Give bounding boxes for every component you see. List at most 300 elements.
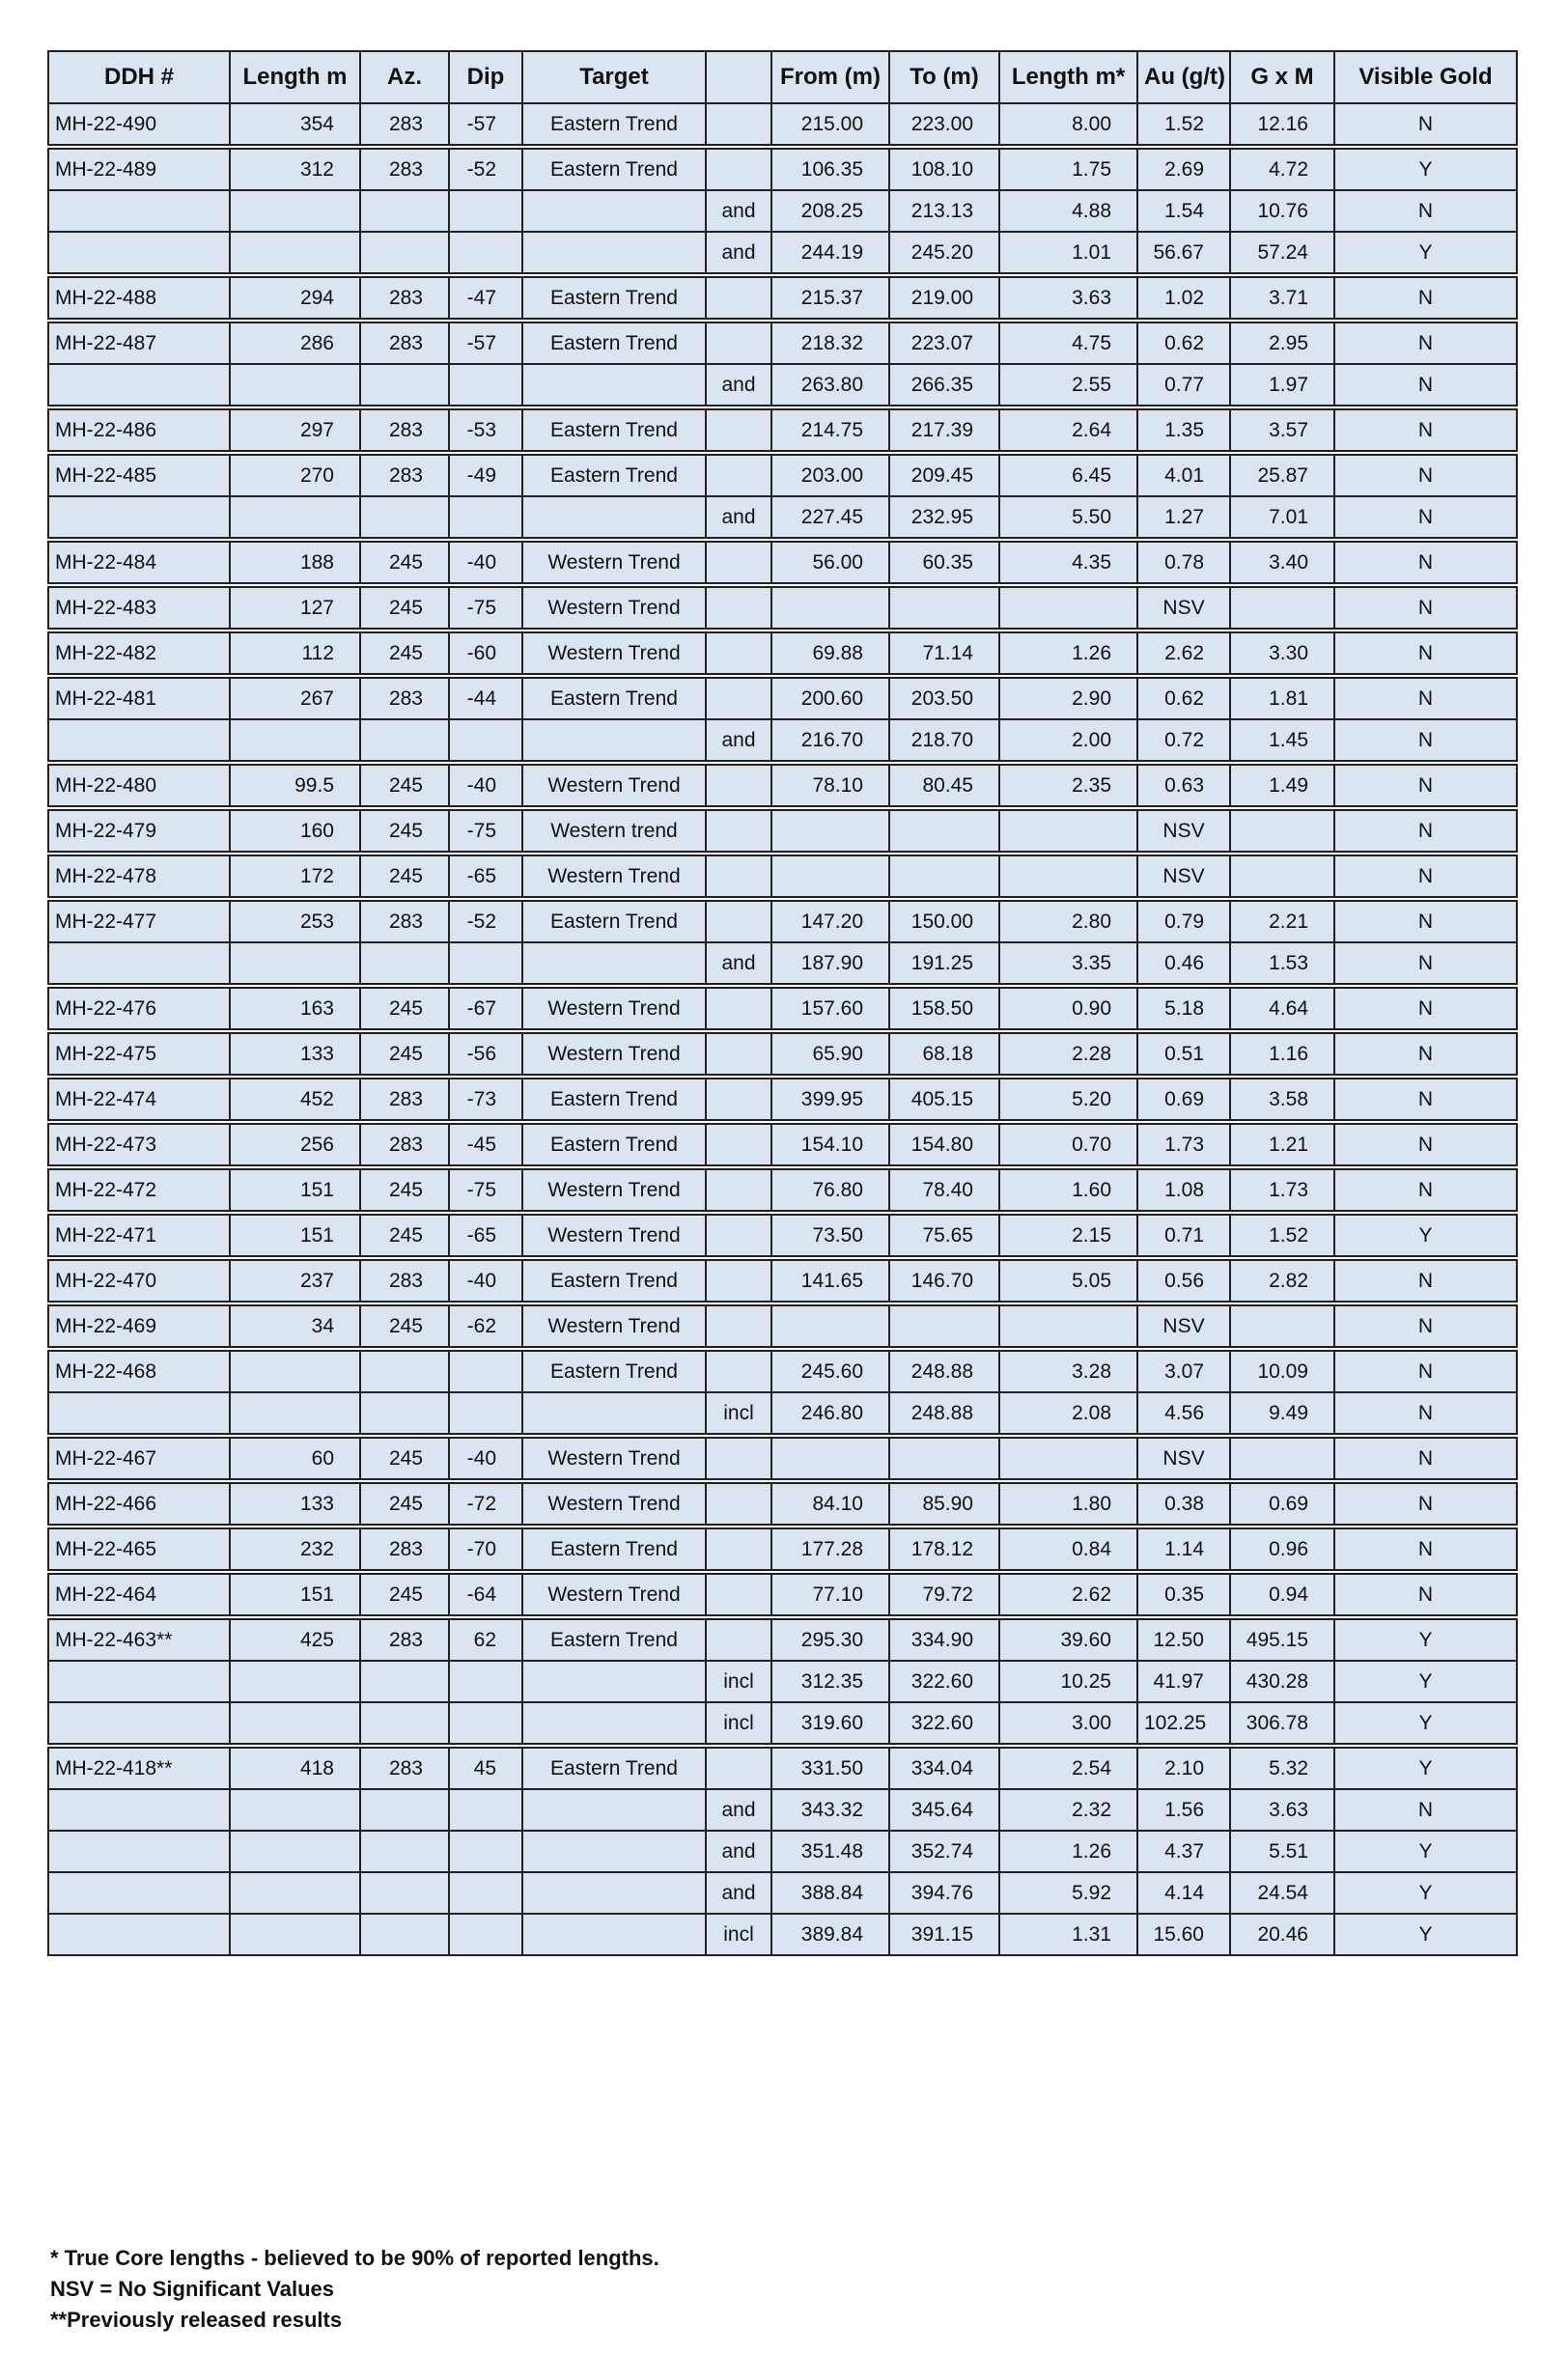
length-cell: 270 <box>230 453 360 496</box>
az-cell <box>360 1349 449 1392</box>
target-cell <box>522 232 706 275</box>
length-cell <box>230 942 360 986</box>
table-row <box>48 275 1517 321</box>
qualifier-cell <box>706 103 771 147</box>
table-row <box>48 942 1517 986</box>
gxm-cell: 24.54 <box>1230 1872 1334 1914</box>
target-cell: Western Trend <box>522 1213 706 1258</box>
target-cell: Eastern Trend <box>522 1258 706 1303</box>
au-cell: 1.56 <box>1137 1789 1230 1831</box>
ddh-cell: MH-22-476 <box>48 986 230 1031</box>
length-cell: 237 <box>230 1258 360 1303</box>
visible-gold-cell: N <box>1334 719 1517 763</box>
au-cell: 4.01 <box>1137 453 1230 496</box>
true-length-cell: 2.90 <box>999 676 1137 719</box>
ddh-cell: MH-22-470 <box>48 1258 230 1303</box>
au-cell: 0.46 <box>1137 942 1230 986</box>
gxm-cell: 1.73 <box>1230 1167 1334 1213</box>
dip-cell: -45 <box>449 1122 522 1167</box>
table-row <box>48 1392 1517 1436</box>
qualifier-cell: incl <box>706 1914 771 1955</box>
length-cell <box>230 364 360 407</box>
az-cell: 245 <box>360 540 449 585</box>
visible-gold-cell: N <box>1334 190 1517 232</box>
ddh-cell: MH-22-463** <box>48 1617 230 1661</box>
length-cell: 267 <box>230 676 360 719</box>
table-row <box>48 1213 1517 1258</box>
az-cell: 283 <box>360 1077 449 1122</box>
table-row <box>48 103 1517 147</box>
dip-cell <box>449 1661 522 1702</box>
header-au: Au (g/t) <box>1137 51 1230 103</box>
az-cell: 245 <box>360 1167 449 1213</box>
dip-cell <box>449 496 522 540</box>
az-cell <box>360 1872 449 1914</box>
length-cell: 99.5 <box>230 763 360 808</box>
dip-cell: -72 <box>449 1481 522 1527</box>
gxm-cell: 2.95 <box>1230 321 1334 364</box>
ddh-cell <box>48 1702 230 1746</box>
true-length-cell: 0.90 <box>999 986 1137 1031</box>
visible-gold-cell: N <box>1334 1303 1517 1349</box>
table-row <box>48 453 1517 496</box>
gxm-cell: 3.57 <box>1230 407 1334 453</box>
qualifier-cell <box>706 407 771 453</box>
gxm-cell: 1.53 <box>1230 942 1334 986</box>
az-cell: 245 <box>360 986 449 1031</box>
true-length-cell: 2.35 <box>999 763 1137 808</box>
true-length-cell: 2.28 <box>999 1031 1137 1077</box>
qualifier-cell <box>706 1122 771 1167</box>
ddh-cell <box>48 190 230 232</box>
dip-cell: -73 <box>449 1077 522 1122</box>
true-length-cell: 1.26 <box>999 631 1137 676</box>
to-cell <box>889 1303 999 1349</box>
length-cell: 60 <box>230 1436 360 1481</box>
ddh-cell: MH-22-418** <box>48 1746 230 1789</box>
from-cell: 177.28 <box>771 1527 889 1572</box>
table-row <box>48 1481 1517 1527</box>
length-cell <box>230 496 360 540</box>
az-cell: 283 <box>360 676 449 719</box>
au-cell: 1.73 <box>1137 1122 1230 1167</box>
gxm-cell: 20.46 <box>1230 1914 1334 1955</box>
target-cell: Western Trend <box>522 1481 706 1527</box>
header-from: From (m) <box>771 51 889 103</box>
length-cell: 127 <box>230 585 360 631</box>
ddh-cell <box>48 496 230 540</box>
qualifier-cell: and <box>706 232 771 275</box>
from-cell <box>771 585 889 631</box>
length-cell <box>230 1392 360 1436</box>
au-cell: 0.35 <box>1137 1572 1230 1617</box>
au-cell: 1.54 <box>1137 190 1230 232</box>
qualifier-cell: and <box>706 719 771 763</box>
to-cell: 345.64 <box>889 1789 999 1831</box>
visible-gold-cell: N <box>1334 407 1517 453</box>
dip-cell: -67 <box>449 986 522 1031</box>
target-cell: Eastern Trend <box>522 1527 706 1572</box>
visible-gold-cell: N <box>1334 1258 1517 1303</box>
qualifier-cell: and <box>706 190 771 232</box>
target-cell: Eastern Trend <box>522 147 706 190</box>
true-length-cell: 8.00 <box>999 103 1137 147</box>
table-row <box>48 1831 1517 1872</box>
length-cell <box>230 1702 360 1746</box>
au-cell: NSV <box>1137 1303 1230 1349</box>
gxm-cell: 10.09 <box>1230 1349 1334 1392</box>
table-row <box>48 899 1517 942</box>
au-cell: 4.37 <box>1137 1831 1230 1872</box>
dip-cell: -75 <box>449 585 522 631</box>
true-length-cell: 4.88 <box>999 190 1137 232</box>
au-cell: 0.78 <box>1137 540 1230 585</box>
qualifier-cell: and <box>706 1831 771 1872</box>
from-cell: 351.48 <box>771 1831 889 1872</box>
dip-cell <box>449 1831 522 1872</box>
az-cell: 283 <box>360 275 449 321</box>
from-cell: 56.00 <box>771 540 889 585</box>
true-length-cell: 4.35 <box>999 540 1137 585</box>
from-cell: 77.10 <box>771 1572 889 1617</box>
from-cell: 399.95 <box>771 1077 889 1122</box>
dip-cell <box>449 1872 522 1914</box>
dip-cell: -56 <box>449 1031 522 1077</box>
target-cell: Western Trend <box>522 1436 706 1481</box>
to-cell: 218.70 <box>889 719 999 763</box>
qualifier-cell <box>706 1527 771 1572</box>
from-cell: 319.60 <box>771 1702 889 1746</box>
table-row <box>48 1258 1517 1303</box>
true-length-cell: 1.75 <box>999 147 1137 190</box>
gxm-cell: 25.87 <box>1230 453 1334 496</box>
gxm-cell: 1.97 <box>1230 364 1334 407</box>
visible-gold-cell: N <box>1334 899 1517 942</box>
target-cell: Eastern Trend <box>522 275 706 321</box>
from-cell: 208.25 <box>771 190 889 232</box>
gxm-cell: 1.52 <box>1230 1213 1334 1258</box>
au-cell: 1.27 <box>1137 496 1230 540</box>
length-cell: 232 <box>230 1527 360 1572</box>
from-cell: 147.20 <box>771 899 889 942</box>
qualifier-cell <box>706 540 771 585</box>
length-cell <box>230 1872 360 1914</box>
ddh-cell: MH-22-483 <box>48 585 230 631</box>
from-cell: 69.88 <box>771 631 889 676</box>
dip-cell <box>449 1914 522 1955</box>
target-cell: Western Trend <box>522 986 706 1031</box>
dip-cell: 45 <box>449 1746 522 1789</box>
target-cell <box>522 364 706 407</box>
target-cell: Eastern Trend <box>522 899 706 942</box>
to-cell: 60.35 <box>889 540 999 585</box>
table-row <box>48 986 1517 1031</box>
qualifier-cell: and <box>706 496 771 540</box>
to-cell: 334.90 <box>889 1617 999 1661</box>
table-body <box>48 103 1517 1955</box>
dip-cell <box>449 1392 522 1436</box>
header-gxm: G x M <box>1230 51 1334 103</box>
visible-gold-cell: Y <box>1334 1872 1517 1914</box>
true-length-cell: 3.28 <box>999 1349 1137 1392</box>
footnotes <box>50 2243 659 2336</box>
au-cell: 0.56 <box>1137 1258 1230 1303</box>
qualifier-cell <box>706 453 771 496</box>
true-length-cell <box>999 808 1137 854</box>
target-cell: Eastern Trend <box>522 103 706 147</box>
qualifier-cell <box>706 1258 771 1303</box>
qualifier-cell <box>706 1746 771 1789</box>
qualifier-cell <box>706 1572 771 1617</box>
true-length-cell: 0.84 <box>999 1527 1137 1572</box>
dip-cell <box>449 1349 522 1392</box>
table-row <box>48 631 1517 676</box>
length-cell: 151 <box>230 1572 360 1617</box>
length-cell: 151 <box>230 1213 360 1258</box>
gxm-cell: 2.21 <box>1230 899 1334 942</box>
table-row <box>48 1527 1517 1572</box>
visible-gold-cell: N <box>1334 1789 1517 1831</box>
visible-gold-cell: N <box>1334 1572 1517 1617</box>
to-cell: 245.20 <box>889 232 999 275</box>
au-cell: 56.67 <box>1137 232 1230 275</box>
gxm-cell <box>1230 1436 1334 1481</box>
from-cell: 106.35 <box>771 147 889 190</box>
ddh-cell <box>48 1831 230 1872</box>
target-cell: Western Trend <box>522 1572 706 1617</box>
from-cell: 245.60 <box>771 1349 889 1392</box>
az-cell: 245 <box>360 1481 449 1527</box>
true-length-cell: 2.08 <box>999 1392 1137 1436</box>
to-cell: 223.07 <box>889 321 999 364</box>
true-length-cell: 39.60 <box>999 1617 1137 1661</box>
az-cell <box>360 719 449 763</box>
length-cell <box>230 190 360 232</box>
table-row <box>48 321 1517 364</box>
au-cell: 0.72 <box>1137 719 1230 763</box>
from-cell: 65.90 <box>771 1031 889 1077</box>
au-cell: 0.71 <box>1137 1213 1230 1258</box>
dip-cell: -40 <box>449 1436 522 1481</box>
ddh-cell <box>48 1872 230 1914</box>
dip-cell: -65 <box>449 854 522 899</box>
length-cell: 133 <box>230 1031 360 1077</box>
true-length-cell: 3.63 <box>999 275 1137 321</box>
length-cell: 452 <box>230 1077 360 1122</box>
header-ddh: DDH # <box>48 51 230 103</box>
gxm-cell: 4.64 <box>1230 986 1334 1031</box>
true-length-cell: 2.54 <box>999 1746 1137 1789</box>
ddh-cell: MH-22-488 <box>48 275 230 321</box>
qualifier-cell <box>706 854 771 899</box>
from-cell: 200.60 <box>771 676 889 719</box>
az-cell <box>360 1702 449 1746</box>
ddh-cell: MH-22-475 <box>48 1031 230 1077</box>
target-cell: Eastern Trend <box>522 321 706 364</box>
az-cell: 245 <box>360 1572 449 1617</box>
gxm-cell: 1.16 <box>1230 1031 1334 1077</box>
ddh-cell: MH-22-485 <box>48 453 230 496</box>
table-row <box>48 1746 1517 1789</box>
qualifier-cell <box>706 147 771 190</box>
true-length-cell: 10.25 <box>999 1661 1137 1702</box>
target-cell <box>522 1789 706 1831</box>
az-cell <box>360 1789 449 1831</box>
az-cell: 283 <box>360 1258 449 1303</box>
true-length-cell <box>999 854 1137 899</box>
au-cell: NSV <box>1137 1436 1230 1481</box>
visible-gold-cell: Y <box>1334 1746 1517 1789</box>
table-row <box>48 1617 1517 1661</box>
ddh-cell: MH-22-487 <box>48 321 230 364</box>
length-cell <box>230 1349 360 1392</box>
dip-cell <box>449 719 522 763</box>
gxm-cell <box>1230 1303 1334 1349</box>
gxm-cell: 3.58 <box>1230 1077 1334 1122</box>
from-cell: 216.70 <box>771 719 889 763</box>
target-cell <box>522 942 706 986</box>
qualifier-cell <box>706 986 771 1031</box>
au-cell: 0.62 <box>1137 676 1230 719</box>
az-cell: 245 <box>360 763 449 808</box>
ddh-cell: MH-22-464 <box>48 1572 230 1617</box>
header-qualifier <box>706 51 771 103</box>
qualifier-cell: incl <box>706 1392 771 1436</box>
visible-gold-cell: N <box>1334 453 1517 496</box>
ddh-cell: MH-22-469 <box>48 1303 230 1349</box>
dip-cell: -75 <box>449 1167 522 1213</box>
qualifier-cell <box>706 275 771 321</box>
dip-cell: -60 <box>449 631 522 676</box>
gxm-cell <box>1230 854 1334 899</box>
dip-cell <box>449 232 522 275</box>
length-cell: 163 <box>230 986 360 1031</box>
visible-gold-cell: Y <box>1334 1914 1517 1955</box>
ddh-cell <box>48 1914 230 1955</box>
length-cell: 253 <box>230 899 360 942</box>
true-length-cell: 1.80 <box>999 1481 1137 1527</box>
az-cell: 245 <box>360 1031 449 1077</box>
to-cell <box>889 854 999 899</box>
ddh-cell: MH-22-480 <box>48 763 230 808</box>
ddh-cell: MH-22-467 <box>48 1436 230 1481</box>
visible-gold-cell: N <box>1334 1392 1517 1436</box>
table-row <box>48 496 1517 540</box>
visible-gold-cell: N <box>1334 854 1517 899</box>
target-cell: Western Trend <box>522 763 706 808</box>
visible-gold-cell: N <box>1334 364 1517 407</box>
target-cell: Eastern Trend <box>522 676 706 719</box>
ddh-cell: MH-22-471 <box>48 1213 230 1258</box>
header-visible-gold: Visible Gold <box>1334 51 1517 103</box>
header-az: Az. <box>360 51 449 103</box>
to-cell: 108.10 <box>889 147 999 190</box>
target-cell: Western Trend <box>522 631 706 676</box>
az-cell: 283 <box>360 899 449 942</box>
ddh-cell <box>48 1789 230 1831</box>
dip-cell: -75 <box>449 808 522 854</box>
az-cell: 283 <box>360 1122 449 1167</box>
au-cell: 0.51 <box>1137 1031 1230 1077</box>
visible-gold-cell: N <box>1334 1077 1517 1122</box>
ddh-cell <box>48 1392 230 1436</box>
table-row <box>48 1872 1517 1914</box>
to-cell: 178.12 <box>889 1527 999 1572</box>
az-cell <box>360 1914 449 1955</box>
to-cell: 334.04 <box>889 1746 999 1789</box>
to-cell <box>889 808 999 854</box>
visible-gold-cell: Y <box>1334 1617 1517 1661</box>
az-cell <box>360 942 449 986</box>
to-cell: 80.45 <box>889 763 999 808</box>
to-cell: 232.95 <box>889 496 999 540</box>
to-cell: 79.72 <box>889 1572 999 1617</box>
length-cell: 297 <box>230 407 360 453</box>
gxm-cell: 9.49 <box>1230 1392 1334 1436</box>
gxm-cell: 1.49 <box>1230 763 1334 808</box>
qualifier-cell <box>706 899 771 942</box>
to-cell: 322.60 <box>889 1702 999 1746</box>
to-cell: 191.25 <box>889 942 999 986</box>
true-length-cell: 4.75 <box>999 321 1137 364</box>
from-cell: 203.00 <box>771 453 889 496</box>
table-row <box>48 1303 1517 1349</box>
to-cell: 248.88 <box>889 1392 999 1436</box>
length-cell: 425 <box>230 1617 360 1661</box>
gxm-cell: 2.82 <box>1230 1258 1334 1303</box>
au-cell: 2.62 <box>1137 631 1230 676</box>
target-cell: Western Trend <box>522 1031 706 1077</box>
gxm-cell: 0.94 <box>1230 1572 1334 1617</box>
to-cell: 352.74 <box>889 1831 999 1872</box>
from-cell: 157.60 <box>771 986 889 1031</box>
dip-cell <box>449 1789 522 1831</box>
az-cell <box>360 496 449 540</box>
to-cell <box>889 585 999 631</box>
from-cell: 215.37 <box>771 275 889 321</box>
to-cell: 394.76 <box>889 1872 999 1914</box>
target-cell: Western trend <box>522 808 706 854</box>
target-cell <box>522 1392 706 1436</box>
from-cell: 263.80 <box>771 364 889 407</box>
visible-gold-cell: N <box>1334 103 1517 147</box>
qualifier-cell <box>706 321 771 364</box>
to-cell: 248.88 <box>889 1349 999 1392</box>
true-length-cell: 1.01 <box>999 232 1137 275</box>
from-cell: 246.80 <box>771 1392 889 1436</box>
az-cell: 245 <box>360 1213 449 1258</box>
from-cell: 76.80 <box>771 1167 889 1213</box>
ddh-cell <box>48 719 230 763</box>
true-length-cell: 1.60 <box>999 1167 1137 1213</box>
gxm-cell: 1.45 <box>1230 719 1334 763</box>
length-cell: 256 <box>230 1122 360 1167</box>
table-row <box>48 1661 1517 1702</box>
table-row <box>48 1914 1517 1955</box>
au-cell: 4.56 <box>1137 1392 1230 1436</box>
length-cell: 312 <box>230 147 360 190</box>
ddh-cell: MH-22-466 <box>48 1481 230 1527</box>
from-cell: 227.45 <box>771 496 889 540</box>
length-cell: 172 <box>230 854 360 899</box>
to-cell: 322.60 <box>889 1661 999 1702</box>
dip-cell <box>449 1702 522 1746</box>
to-cell: 146.70 <box>889 1258 999 1303</box>
from-cell: 187.90 <box>771 942 889 986</box>
au-cell: 3.07 <box>1137 1349 1230 1392</box>
dip-cell: -49 <box>449 453 522 496</box>
visible-gold-cell: N <box>1334 496 1517 540</box>
